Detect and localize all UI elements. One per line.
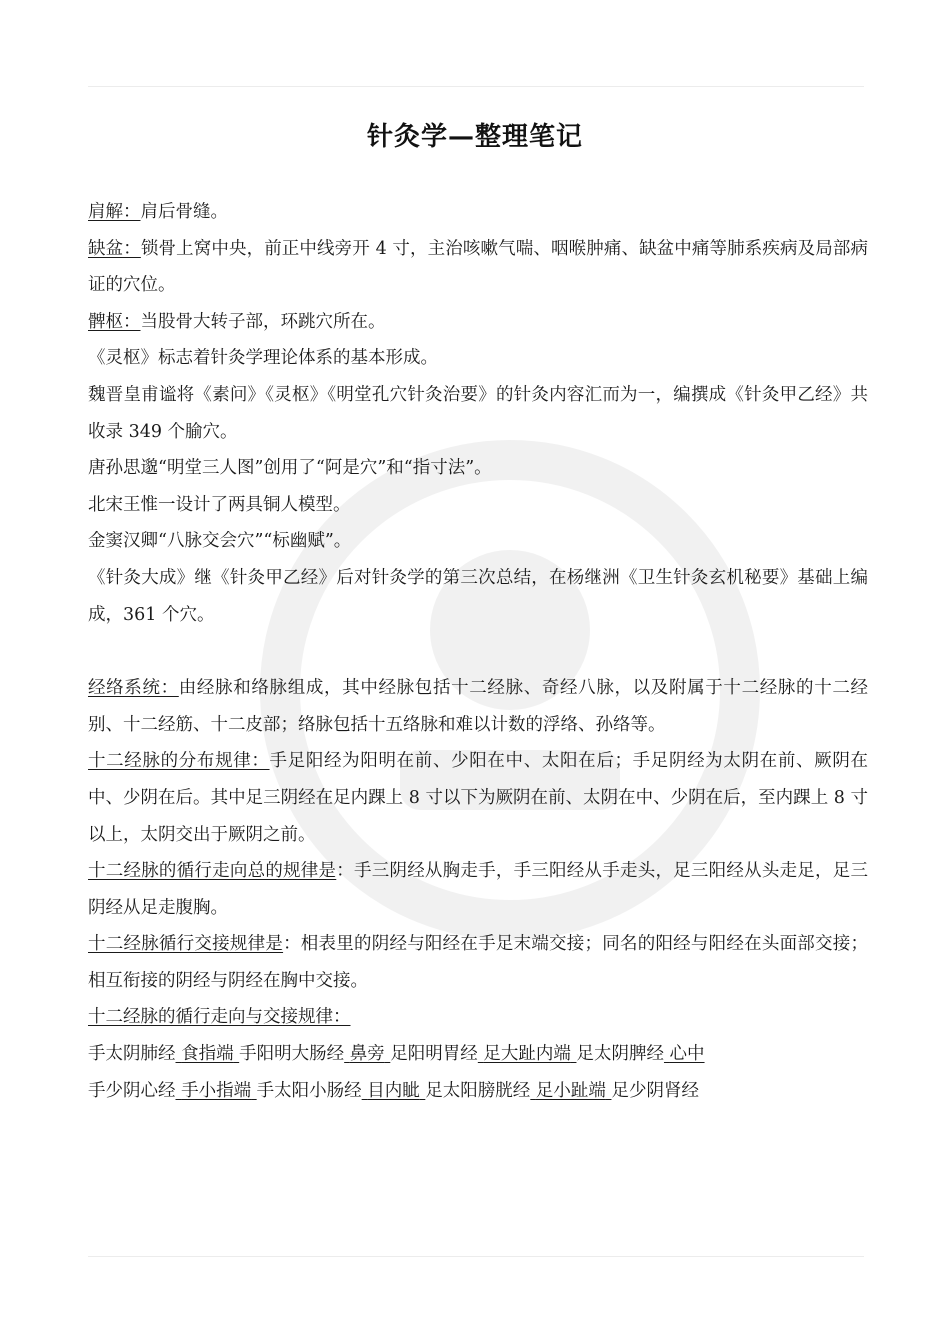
term-label: 十二经脉的分布规律： xyxy=(88,751,270,772)
junction-blank: 食指端 xyxy=(181,1044,234,1065)
note-direction xyxy=(88,853,868,926)
meridian-name: 手少阴心经 xyxy=(88,1080,176,1101)
term-label: 十二经脉循行交接规律是 xyxy=(88,934,284,955)
meridian-name: 足太阳膀胱经 xyxy=(425,1080,531,1101)
note-bishu xyxy=(88,304,868,341)
meridian-name: 足少阴肾经 xyxy=(611,1080,699,1101)
term-label: 髀枢： xyxy=(88,311,141,332)
note-jiayijing: 魏晋皇甫谧将《素问》《灵枢》《明堂孔穴针灸治要》的针灸内容汇而为一，编撰成《针灸甲乙经》共收录 349 个腧穴。 xyxy=(88,384,868,442)
meridian-name: 手太阳小肠经 xyxy=(256,1080,362,1101)
notes-body xyxy=(88,194,868,1109)
note-text: ：相表里的阴经与阳经在手足末端交接；同名的阳经与阳经在头面部交接；相互衔接的阴经与阴经在胸中交接。 xyxy=(88,934,869,991)
note-text: ：手三阴经从胸走手，手三阳经从手走头，足三阳经从头走足，足三阴经从足走腹胸。 xyxy=(88,861,869,918)
paragraph-gap xyxy=(88,633,868,670)
meridian-sequence-line-1 xyxy=(88,1036,868,1073)
meridian-sequence-line-2 xyxy=(88,1073,868,1110)
note-text: 当股骨大转子部，环跳穴所在。 xyxy=(140,311,386,332)
term-label: 十二经脉的循行走向与交接规律： xyxy=(88,1007,351,1028)
junction-blank: 足小趾端 xyxy=(535,1080,606,1101)
note-zhenjiudacheng: 《针灸大成》继《针灸甲乙经》后对针灸学的第三次总结，在杨继洲《卫生针灸玄机秘要》基础上编成，361 个穴。 xyxy=(88,567,868,625)
header-rule xyxy=(88,86,864,87)
junction-blank: 足大趾内端 xyxy=(483,1044,571,1065)
note-lingshu: 《灵枢》标志着针灸学理论体系的基本形成。 xyxy=(88,348,438,369)
note-quepen xyxy=(88,231,868,304)
term-label: 十二经脉的循行走向总的规律是 xyxy=(88,861,337,882)
page-title: 针灸学—整理笔记 xyxy=(366,122,583,152)
meridian-name: 足阳明胃经 xyxy=(390,1044,478,1065)
note-sunsimiao: 唐孙思邈“明堂三人图”创用了“阿是穴”和“指寸法”。 xyxy=(88,458,492,479)
note-text: 肩后骨缝。 xyxy=(140,202,228,222)
note-text: 锁骨上窝中央，前正中线旁开 4 寸，主治咳嗽气喘、咽喉肿痛、缺盆中痛等肺系疾病及局部病证的穴位。 xyxy=(88,238,868,296)
note-text: 手足阳经为阳明在前、少阳在中、太阳在后；手足阴经为太阴在前、厥阴在中、少阴在后。其中足三阴经在足内踝上 8 寸以下为厥阴在前、太阴在中、少阴在后，至内踝上 8 寸以上，太阴交出于厥阴之前。 xyxy=(88,751,868,845)
junction-blank: 心中 xyxy=(669,1044,705,1065)
note-direction-junction-heading xyxy=(88,999,868,1036)
meridian-name: 手阳明大肠经 xyxy=(239,1044,345,1065)
footer-rule xyxy=(88,1256,864,1257)
term-label: 缺盆： xyxy=(88,238,141,259)
note-douhanqing: 金窦汉卿“八脉交会穴”“标幽赋”。 xyxy=(88,531,352,552)
term-label: 经络系统： xyxy=(88,678,179,699)
term-label: 肩解： xyxy=(88,202,141,222)
meridian-name: 手太阴肺经 xyxy=(88,1044,176,1065)
note-jianjie xyxy=(88,194,868,231)
note-text: 由经脉和络脉组成，其中经脉包括十二经脉、奇经八脉，以及附属于十二经脉的十二经别、十二经筋、十二皮部；络脉包括十五络脉和难以计数的浮络、孙络等。 xyxy=(88,678,869,735)
note-jingluo-system xyxy=(88,670,868,743)
note-junction xyxy=(88,926,868,999)
junction-blank: 手小指端 xyxy=(181,1080,252,1101)
note-distribution xyxy=(88,743,868,853)
note-wangweiyi: 北宋王惟一设计了两具铜人模型。 xyxy=(88,494,351,515)
junction-blank: 目内眦 xyxy=(367,1080,420,1101)
junction-blank: 鼻旁 xyxy=(349,1044,385,1065)
meridian-name: 足太阴脾经 xyxy=(576,1044,664,1065)
